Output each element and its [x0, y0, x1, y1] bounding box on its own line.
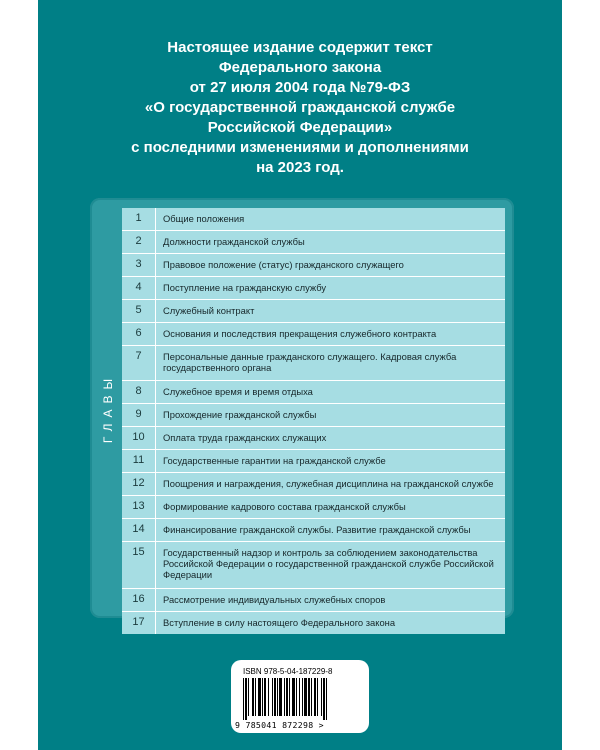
chapter-row: [122, 380, 505, 403]
chapter-row: [122, 495, 505, 518]
chapter-number: 10: [122, 427, 156, 449]
chapter-row: [122, 276, 505, 299]
chapter-number: 13: [122, 496, 156, 518]
chapter-title: Основания и последствия прекращения служебного контракта: [163, 328, 437, 339]
chapter-row: [122, 322, 505, 345]
chapter-row: [122, 345, 505, 380]
chapter-number: 8: [122, 381, 156, 403]
chapter-number: 14: [122, 519, 156, 541]
chapter-row: [122, 541, 505, 588]
chapter-title: Служебное время и время отдыха: [163, 386, 313, 397]
chapter-number: 5: [122, 300, 156, 322]
chapter-title: Должности гражданской службы: [163, 236, 305, 247]
chapter-title: Правовое положение (статус) гражданского служащего: [163, 259, 404, 270]
intro-line-2: Федерального закона: [218, 59, 382, 76]
chapter-title: Оплата труда гражданских служащих: [163, 432, 327, 443]
chapter-row: [122, 426, 505, 449]
chapter-title: Формирование кадрового состава гражданской службы: [163, 501, 406, 512]
chapter-row: [122, 611, 505, 634]
chapters-panel: [90, 198, 514, 628]
chapters-label: [94, 198, 122, 618]
chapter-row: [122, 449, 505, 472]
intro-line-1: Настоящее издание содержит текст: [167, 39, 433, 56]
chapters-list: [122, 208, 505, 634]
chapter-number: 3: [122, 254, 156, 276]
chapter-title: Поступление на гражданскую службу: [163, 282, 327, 293]
intro-line-5: Российской Федерации»: [207, 119, 393, 136]
book-back-cover: [38, 0, 562, 750]
chapter-title: Общие положения: [163, 213, 245, 224]
chapter-number: 12: [122, 473, 156, 495]
isbn-text: ISBN 978-5-04-187229-8: [243, 667, 333, 676]
chapter-number: 11: [122, 450, 156, 472]
chapter-number: 9: [122, 404, 156, 426]
intro-line-7: на 2023 год.: [256, 159, 344, 176]
chapter-title: Государственные гарантии на гражданской службе: [163, 455, 386, 466]
chapter-number: 7: [122, 346, 156, 380]
barcode-box: [231, 660, 369, 733]
chapter-number: 16: [122, 589, 156, 611]
intro-line-6: с последними изменениями и дополнениями: [131, 139, 469, 156]
chapter-row: [122, 518, 505, 541]
chapter-title: Персональные данные гражданского служащего. Кадровая служба государственного органа: [163, 351, 457, 373]
chapter-number: 17: [122, 612, 156, 634]
chapter-number: 2: [122, 231, 156, 253]
intro-line-3: от 27 июля 2004 года №79-ФЗ: [189, 79, 411, 96]
chapter-title: Финансирование гражданской службы. Развитие гражданской службы: [163, 524, 471, 535]
chapter-title: Прохождение гражданской службы: [163, 409, 317, 420]
chapter-number: 6: [122, 323, 156, 345]
chapter-row: [122, 299, 505, 322]
barcode-icon: [243, 678, 357, 720]
chapter-number: 1: [122, 208, 156, 230]
chapter-title: Рассмотрение индивидуальных служебных споров: [163, 594, 386, 605]
chapter-row: [122, 253, 505, 276]
barcode-digits: 9 785041 872298 >: [235, 720, 324, 730]
intro-text: [38, 38, 562, 178]
chapters-label-text: ГЛАВЫ: [101, 372, 115, 444]
chapter-number: 4: [122, 277, 156, 299]
chapter-row: [122, 230, 505, 253]
chapter-number: 15: [122, 542, 156, 588]
chapter-row: [122, 472, 505, 495]
chapter-row: [122, 403, 505, 426]
chapter-row: [122, 588, 505, 611]
chapter-row: [122, 208, 505, 230]
chapter-title: Служебный контракт: [163, 305, 255, 316]
chapter-title: Вступление в силу настоящего Федерального закона: [163, 617, 396, 628]
chapter-title: Поощрения и награждения, служебная дисциплина на гражданской службе: [163, 478, 494, 489]
intro-line-4: «О государственной гражданской службе: [144, 99, 456, 116]
chapter-title: Государственный надзор и контроль за соблюдением законодательства Российской Федерации о государственной гражданской службе Российской Федерации: [163, 547, 494, 580]
